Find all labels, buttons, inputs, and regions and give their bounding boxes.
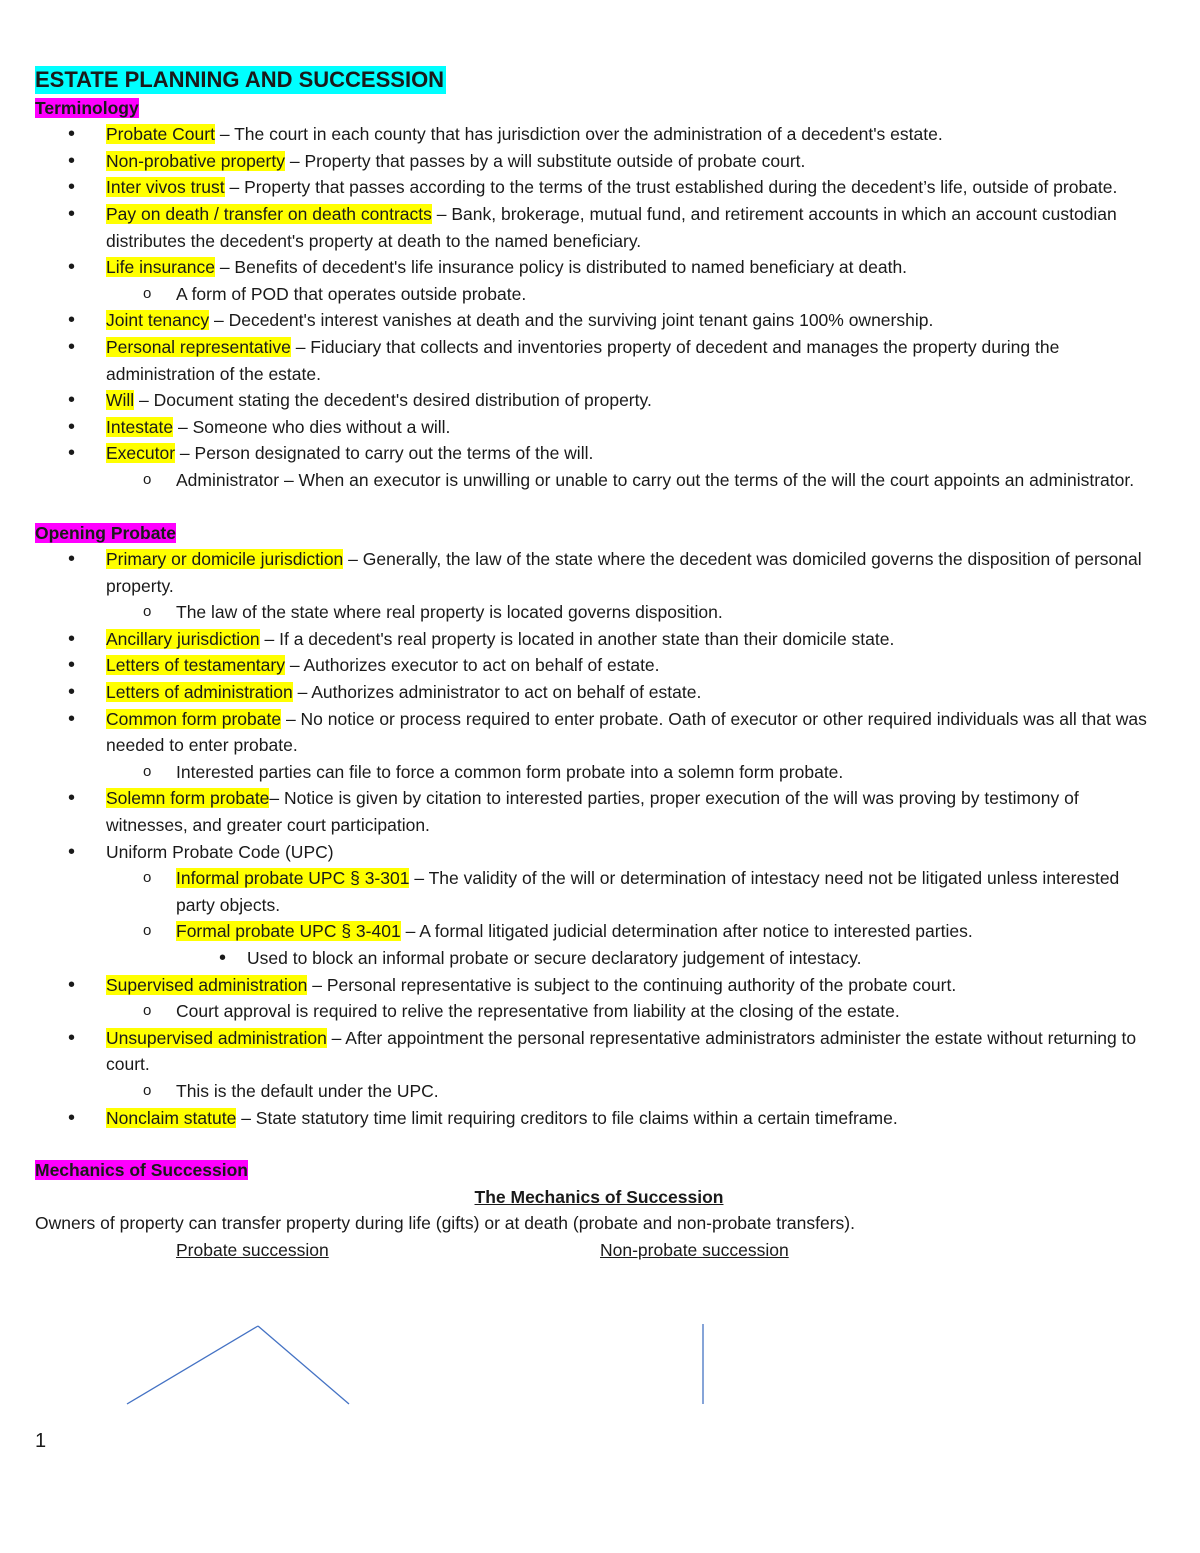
section-mechanics [35, 1157, 1163, 1265]
term-highlight: Personal representative [106, 336, 291, 357]
sub-list-item [35, 1078, 1163, 1105]
opening-probate-list [35, 546, 1163, 1131]
term-definition: – Authorizes administrator to act on behalf of estate. [292, 682, 702, 703]
sub-item-text: A form of POD that operates outside probate. [176, 283, 527, 304]
list-item-text: Uniform Probate Code (UPC) [106, 841, 334, 862]
list-item [35, 254, 1163, 281]
term-highlight: Nonclaim statute [106, 1107, 237, 1128]
list-item [35, 148, 1163, 175]
nonprobate-succession-label: Non-probate succession [600, 1239, 789, 1260]
term-highlight: Common form probate [106, 708, 282, 729]
term-highlight: Executor [106, 443, 176, 464]
term-definition: – Fiduciary that collects and inventories property of decedent and manages the property during the administration of the estate. [106, 336, 1060, 384]
sub-list-item [35, 918, 1163, 945]
sub-sub-item-text: Used to block an informal probate or secure declaratory judgement of intestacy. [247, 948, 862, 968]
term-definition: – The validity of the will or determination of intestacy need not be litigated unless interested party objects. [176, 868, 1120, 915]
sub-list-item [35, 998, 1163, 1025]
sub-item-text: This is the default under the UPC. [176, 1080, 439, 1101]
term-definition: – The court in each county that has jurisdiction over the administration of a decedent's estate. [214, 124, 943, 145]
term-highlight: Probate Court [106, 124, 215, 145]
list-item [35, 334, 1163, 387]
terminology-list [35, 121, 1163, 493]
term-highlight: Non-probative property [106, 150, 285, 171]
list-item [35, 679, 1163, 706]
sub-list-item [35, 467, 1163, 494]
succession-labels [35, 1237, 1163, 1265]
term-definition: – After appointment the personal representative administrators administer the estate without returning to court. [106, 1027, 1137, 1075]
list-item [35, 706, 1163, 759]
term-highlight: Intestate [106, 416, 174, 437]
section-heading: Opening Probate [35, 522, 176, 543]
term-definition: – State statutory time limit requiring creditors to file claims within a certain timeframe. [236, 1107, 898, 1128]
list-item [35, 546, 1163, 599]
term-highlight: Life insurance [106, 257, 215, 278]
term-definition: – Personal representative is subject to the continuing authority of the probate court. [307, 974, 957, 995]
sub-item-text: Court approval is required to relive the representative from liability at the closing of the estate. [176, 1001, 900, 1022]
term-definition: – Generally, the law of the state where the decedent was domiciled governs the disposition of personal property. [106, 549, 1142, 596]
term-highlight: Letters of testamentary [106, 655, 285, 676]
section-opening-probate [35, 520, 1163, 1132]
sub-list-item [35, 281, 1163, 308]
probate-branch-left [127, 1326, 258, 1404]
sub-sub-list-item [35, 945, 1163, 972]
term-highlight: Unsupervised administration [106, 1027, 327, 1048]
probate-succession-label: Probate succession [176, 1239, 329, 1260]
document-title: ESTATE PLANNING AND SUCCESSION [35, 67, 445, 92]
term-definition: – Document stating the decedent's desired distribution of property. [134, 390, 652, 411]
probate-branch-right [258, 1326, 349, 1404]
list-item [35, 414, 1163, 441]
term-definition: – Someone who dies without a will. [173, 416, 451, 437]
sub-list-item [35, 865, 1163, 918]
sub-list-item [35, 759, 1163, 786]
document-page [35, 66, 1163, 1265]
term-definition: – A formal litigated judicial determination after notice to interested parties. [400, 921, 973, 942]
list-item [35, 839, 1163, 866]
term-definition: – If a decedent's real property is located in another state than their domicile state. [259, 628, 895, 649]
term-highlight: Letters of administration [106, 682, 293, 703]
term-definition: – Property that passes by a will substitute outside of probate court. [284, 150, 806, 171]
list-item [35, 1025, 1163, 1078]
list-item [35, 626, 1163, 653]
term-highlight: Pay on death / transfer on death contracts [106, 203, 432, 224]
list-item [35, 652, 1163, 679]
term-highlight: Formal probate UPC § 3-401 [176, 921, 401, 942]
section-terminology [35, 95, 1163, 494]
page-number: 1 [35, 1430, 47, 1452]
term-definition: – Notice is given by citation to interested parties, proper execution of the will was proving by testimony of witnesses, and greater court participation. [106, 788, 1079, 836]
term-definition: – Authorizes executor to act on behalf of estate. [284, 655, 660, 676]
term-definition: – Person designated to carry out the terms of the will. [175, 443, 594, 464]
term-definition: – Benefits of decedent's life insurance policy is distributed to named beneficiary at death. [214, 257, 908, 278]
term-highlight: Informal probate UPC § 3-301 [176, 868, 410, 889]
term-highlight: Joint tenancy [106, 310, 210, 331]
list-item [35, 174, 1163, 201]
term-highlight: Inter vivos trust [106, 177, 225, 198]
section-heading: Mechanics of Succession [35, 1160, 248, 1181]
list-item [35, 307, 1163, 334]
mechanics-intro: Owners of property can transfer property during life (gifts) or at death (probate and non-probate transfers). [35, 1213, 855, 1234]
term-definition: – Property that passes according to the terms of the trust established during the decedent’s life, outside of probate. [224, 177, 1118, 198]
sub-list-item [35, 599, 1163, 626]
list-item [35, 201, 1163, 254]
succession-diagram [0, 1318, 1200, 1418]
term-definition: – Decedent's interest vanishes at death and the surviving joint tenant gains 100% ownership. [209, 310, 934, 331]
sub-item-text: The law of the state where real property is located governs disposition. [176, 602, 723, 623]
list-item [35, 387, 1163, 414]
list-item [35, 440, 1163, 467]
sub-item-text: Administrator – When an executor is unwilling or unable to carry out the terms of the will the court appoints an administrator. [176, 469, 1135, 490]
term-highlight: Ancillary jurisdiction [106, 628, 260, 649]
term-highlight: Solemn form probate [106, 788, 270, 809]
list-item [35, 785, 1163, 838]
sub-item-text: Interested parties can file to force a common form probate into a solemn form probate. [176, 761, 844, 782]
mechanics-title: The Mechanics of Succession [474, 1186, 724, 1207]
term-highlight: Primary or domicile jurisdiction [106, 549, 344, 570]
list-item [35, 972, 1163, 999]
list-item [35, 1105, 1163, 1132]
list-item [35, 121, 1163, 148]
term-definition: – No notice or process required to enter probate. Oath of executor or other required individuals was all that was needed to enter probate. [106, 708, 1147, 756]
section-heading: Terminology [35, 97, 139, 118]
term-highlight: Supervised administration [106, 974, 308, 995]
term-highlight: Will [106, 390, 135, 411]
term-definition: – Bank, brokerage, mutual fund, and retirement accounts in which an account custodian distributes the decedent's property at death to the named beneficiary. [106, 203, 1117, 251]
